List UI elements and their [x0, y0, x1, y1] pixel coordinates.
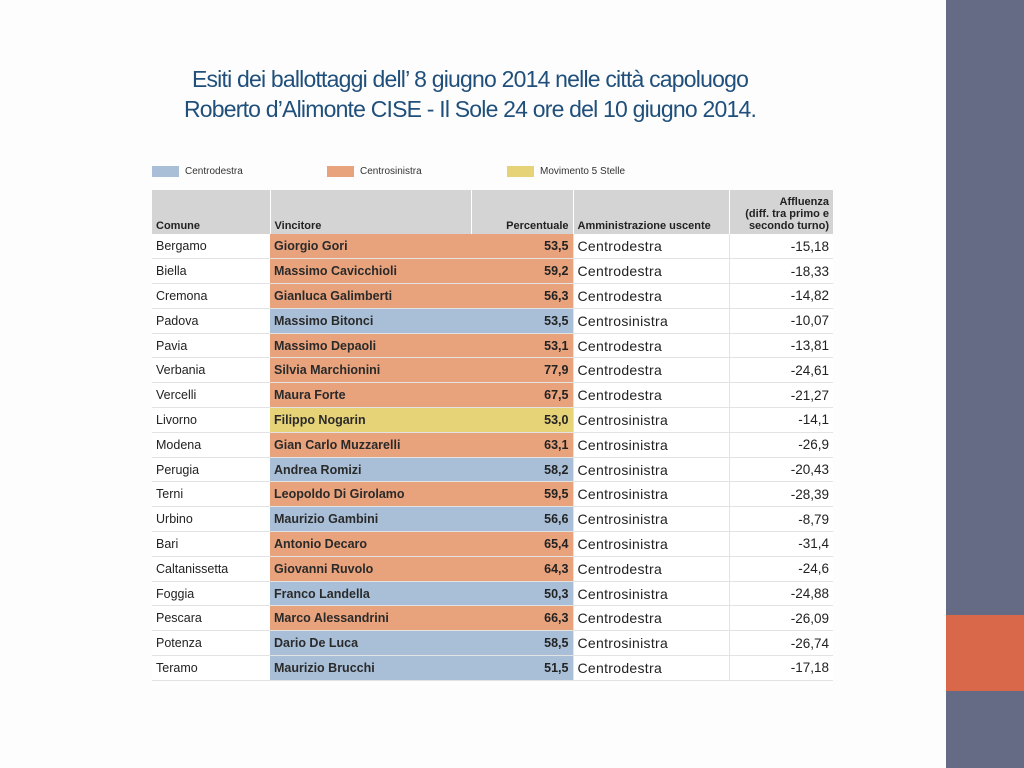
cell-vincitore: Filippo Nogarin	[270, 408, 471, 433]
cell-percentuale: 53,1	[471, 333, 573, 358]
legend-item-centrosinistra	[327, 163, 422, 179]
cell-amministrazione: Centrosinistra	[573, 408, 729, 433]
table-row	[152, 457, 833, 482]
header-affluenza-line-2: (diff. tra primo e	[745, 208, 829, 220]
cell-vincitore: Gian Carlo Muzzarelli	[270, 432, 471, 457]
cell-vincitore: Massimo Cavicchioli	[270, 259, 471, 284]
cell-amministrazione: Centrodestra	[573, 284, 729, 309]
cell-vincitore: Maurizio Gambini	[270, 507, 471, 532]
table-row	[152, 556, 833, 581]
cell-amministrazione: Centrodestra	[573, 656, 729, 681]
table-body	[152, 234, 833, 680]
cell-percentuale: 53,5	[471, 308, 573, 333]
cell-affluenza: -21,27	[729, 383, 833, 408]
cell-comune: Biella	[152, 259, 270, 284]
table-row	[152, 432, 833, 457]
results-table	[152, 190, 833, 681]
cell-comune: Padova	[152, 308, 270, 333]
table-row	[152, 259, 833, 284]
cell-percentuale: 53,5	[471, 234, 573, 259]
cell-comune: Potenza	[152, 631, 270, 656]
cell-affluenza: -8,79	[729, 507, 833, 532]
cell-affluenza: -24,6	[729, 556, 833, 581]
cell-vincitore: Dario De Luca	[270, 631, 471, 656]
cell-percentuale: 65,4	[471, 532, 573, 557]
cell-vincitore: Antonio Decaro	[270, 532, 471, 557]
table-row	[152, 507, 833, 532]
cell-percentuale: 59,5	[471, 482, 573, 507]
cell-amministrazione: Centrosinistra	[573, 507, 729, 532]
cell-amministrazione: Centrosinistra	[573, 457, 729, 482]
cell-affluenza: -13,81	[729, 333, 833, 358]
header-comune: Comune	[152, 190, 270, 234]
cell-amministrazione: Centrodestra	[573, 234, 729, 259]
cell-affluenza: -26,9	[729, 432, 833, 457]
cell-comune: Bergamo	[152, 234, 270, 259]
cell-affluenza: -15,18	[729, 234, 833, 259]
legend-swatch-movimento-5-stelle	[507, 166, 534, 177]
cell-amministrazione: Centrosinistra	[573, 581, 729, 606]
cell-percentuale: 58,2	[471, 457, 573, 482]
table-row	[152, 482, 833, 507]
header-percentuale: Percentuale	[471, 190, 573, 234]
cell-percentuale: 50,3	[471, 581, 573, 606]
cell-percentuale: 66,3	[471, 606, 573, 631]
cell-vincitore: Giorgio Gori	[270, 234, 471, 259]
cell-comune: Verbania	[152, 358, 270, 383]
cell-amministrazione: Centrosinistra	[573, 631, 729, 656]
cell-vincitore: Leopoldo Di Girolamo	[270, 482, 471, 507]
legend-item-centrodestra	[152, 163, 243, 179]
cell-percentuale: 77,9	[471, 358, 573, 383]
cell-amministrazione: Centrosinistra	[573, 432, 729, 457]
table-header-row	[152, 190, 833, 234]
slide-title	[60, 64, 880, 124]
cell-affluenza: -20,43	[729, 457, 833, 482]
legend-item-movimento-5-stelle	[507, 163, 625, 179]
cell-amministrazione: Centrodestra	[573, 333, 729, 358]
table-row	[152, 234, 833, 259]
cell-vincitore: Franco Landella	[270, 581, 471, 606]
cell-affluenza: -14,82	[729, 284, 833, 309]
cell-comune: Pescara	[152, 606, 270, 631]
table-row	[152, 532, 833, 557]
cell-percentuale: 56,6	[471, 507, 573, 532]
title-line-2: Roberto d’Alimonte CISE - Il Sole 24 ore del 10 giugno 2014.	[183, 96, 757, 122]
cell-amministrazione: Centrosinistra	[573, 308, 729, 333]
cell-affluenza: -24,88	[729, 581, 833, 606]
cell-amministrazione: Centrodestra	[573, 556, 729, 581]
cell-comune: Pavia	[152, 333, 270, 358]
table-row	[152, 308, 833, 333]
cell-percentuale: 67,5	[471, 383, 573, 408]
cell-percentuale: 58,5	[471, 631, 573, 656]
cell-vincitore: Silvia Marchionini	[270, 358, 471, 383]
cell-vincitore: Maurizio Brucchi	[270, 656, 471, 681]
cell-amministrazione: Centrodestra	[573, 358, 729, 383]
cell-percentuale: 63,1	[471, 432, 573, 457]
cell-affluenza: -14,1	[729, 408, 833, 433]
cell-affluenza: -18,33	[729, 259, 833, 284]
cell-comune: Foggia	[152, 581, 270, 606]
table-row	[152, 333, 833, 358]
cell-comune: Bari	[152, 532, 270, 557]
cell-comune: Urbino	[152, 507, 270, 532]
table-row	[152, 284, 833, 309]
header-vincitore: Vincitore	[270, 190, 471, 234]
cell-affluenza: -31,4	[729, 532, 833, 557]
cell-affluenza: -17,18	[729, 656, 833, 681]
cell-amministrazione: Centrosinistra	[573, 532, 729, 557]
cell-percentuale: 56,3	[471, 284, 573, 309]
cell-affluenza: -26,74	[729, 631, 833, 656]
header-affluenza	[729, 190, 833, 234]
header-amministrazione: Amministrazione uscente	[573, 190, 729, 234]
cell-comune: Teramo	[152, 656, 270, 681]
table-row	[152, 606, 833, 631]
cell-comune: Modena	[152, 432, 270, 457]
table-row	[152, 408, 833, 433]
cell-amministrazione: Centrodestra	[573, 383, 729, 408]
cell-vincitore: Andrea Romizi	[270, 457, 471, 482]
table-row	[152, 656, 833, 681]
legend-label-movimento-5-stelle: Movimento 5 Stelle	[540, 165, 626, 177]
header-affluenza-line-3: secondo turno)	[748, 220, 829, 232]
cell-comune: Terni	[152, 482, 270, 507]
cell-comune: Cremona	[152, 284, 270, 309]
cell-amministrazione: Centrodestra	[573, 606, 729, 631]
cell-vincitore: Marco Alessandrini	[270, 606, 471, 631]
cell-comune: Caltanissetta	[152, 556, 270, 581]
table-row	[152, 358, 833, 383]
cell-percentuale: 64,3	[471, 556, 573, 581]
cell-amministrazione: Centrodestra	[573, 259, 729, 284]
cell-vincitore: Maura Forte	[270, 383, 471, 408]
cell-comune: Perugia	[152, 457, 270, 482]
sidebar-accent-block	[946, 615, 1024, 691]
cell-percentuale: 53,0	[471, 408, 573, 433]
cell-vincitore: Gianluca Galimberti	[270, 284, 471, 309]
table-row	[152, 383, 833, 408]
legend-swatch-centrosinistra	[327, 166, 354, 177]
cell-comune: Livorno	[152, 408, 270, 433]
cell-vincitore: Massimo Bitonci	[270, 308, 471, 333]
legend-label-centrosinistra: Centrosinistra	[360, 165, 422, 177]
cell-comune: Vercelli	[152, 383, 270, 408]
cell-affluenza: -26,09	[729, 606, 833, 631]
header-affluenza-line-1: Affluenza	[779, 196, 829, 208]
cell-vincitore: Massimo Depaoli	[270, 333, 471, 358]
cell-affluenza: -10,07	[729, 308, 833, 333]
cell-affluenza: -28,39	[729, 482, 833, 507]
cell-vincitore: Giovanni Ruvolo	[270, 556, 471, 581]
table-row	[152, 581, 833, 606]
cell-percentuale: 51,5	[471, 656, 573, 681]
cell-amministrazione: Centrosinistra	[573, 482, 729, 507]
cell-affluenza: -24,61	[729, 358, 833, 383]
legend-swatch-centrodestra	[152, 166, 179, 177]
legend-label-centrodestra: Centrodestra	[185, 165, 243, 177]
table-row	[152, 631, 833, 656]
title-line-1: Esiti dei ballottaggi dell’ 8 giugno 2014 nelle città capoluogo	[191, 66, 749, 92]
cell-percentuale: 59,2	[471, 259, 573, 284]
